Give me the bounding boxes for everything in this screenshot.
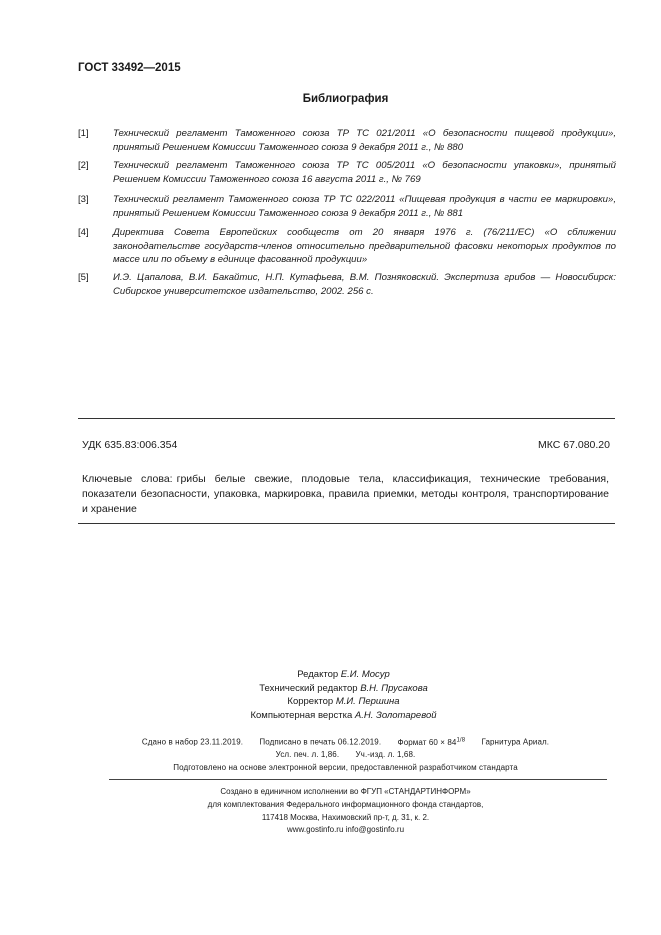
credit-line — [0, 668, 661, 682]
bibliography-item-text: И.Э. Цапалова, В.И. Бакайтис, Н.П. Кутафьева, В.М. Позняковский. Экспертиза грибов — Новосибирск: Сибирское университетское издательство, 2002. 256 с. — [113, 272, 616, 297]
divider-publication — [109, 779, 607, 780]
divider-bottom — [78, 523, 615, 524]
bibliography-item — [78, 127, 616, 154]
credit-role: Компьютерная верстка — [250, 709, 353, 721]
mks-code: МКС 67.080.20 — [538, 439, 610, 451]
bibliography-item-text: Технический регламент Таможенного союза ТР ТС 022/2011 «Пищевая продукция в части ее маркировки», принятый Решением Комиссии Таможенного союза 9 декабря 2011 г., № 881 — [113, 194, 616, 219]
bibliography-item — [78, 193, 616, 220]
website-link[interactable]: www.gostinfo.ru — [286, 825, 344, 835]
bibliography-title: Библиография — [302, 93, 389, 105]
bibliography-item — [78, 159, 616, 186]
creator-line: для комплектования Федерального информационного фонда стандартов, — [207, 799, 484, 809]
submitted-date: Сдано в набор 23.11.2019. — [141, 737, 244, 747]
bibliography-item-number: [3] — [78, 194, 89, 205]
credit-name: М.И. Першина — [335, 696, 400, 708]
typeface: Гарнитура Ариал. — [481, 737, 550, 747]
publication-line — [0, 749, 661, 762]
creator-line: Создано в единичном исполнении во ФГУП «СТАНДАРТИНФОРМ» — [220, 787, 471, 796]
prepared-note: Подготовлено на основе электронной версии, предоставленной разработчиком стандарта — [173, 763, 518, 773]
email-link[interactable]: info@gostinfo.ru — [345, 825, 405, 835]
credit-line — [0, 695, 661, 709]
udk-code: УДК 635.83:006.354 — [82, 439, 178, 451]
bibliography-item-text: Директива Совета Европейских сообществ от 20 января 1976 г. (76/211/ЕС) «О сближении законодательстве государств-членов относительно предварительной фасовки некоторых продуктов по массе или по объему в единице фасованной продукции» — [113, 227, 616, 266]
keywords-label: Ключевые слова: — [82, 473, 173, 485]
divider-top — [78, 418, 615, 419]
creator-address: 117418 Москва, Нахимовский пр-т, д. 31, к. 2. — [261, 812, 430, 822]
creator-info — [0, 786, 661, 837]
bibliography-item-number: [4] — [78, 227, 89, 238]
bibliography-item — [78, 271, 616, 298]
publish-sheets: Уч.-изд. л. 1,68. — [355, 750, 416, 760]
bibliography-item-number: [1] — [78, 128, 89, 139]
credit-line — [0, 709, 661, 723]
bibliography-item-text: Технический регламент Таможенного союза ТР ТС 021/2011 «О безопасности пищевой продукции», принятый Решением Комиссии Таможенного союза 9 декабря 2011 г., № 880 — [113, 128, 616, 153]
credit-name: А.Н. Золотаревой — [354, 709, 437, 721]
credit-line — [0, 682, 661, 696]
bibliography-item-text: Технический регламент Таможенного союза ТР ТС 005/2011 «О безопасности упаковки», принятый Решением Комиссии Таможенного союза 16 августа 2011 г., № 769 — [113, 160, 616, 185]
credit-name: Е.И. Мосур — [340, 669, 390, 680]
publication-line — [0, 734, 661, 749]
bibliography-item — [78, 226, 616, 267]
publication-info — [0, 734, 661, 775]
credit-role: Редактор — [297, 669, 339, 680]
keywords-text: грибы белые свежие, плодовые тела, классификация, технические требования, показатели безопасности, упаковка, маркировка, правила приемки, методы контроля, транспортирование и хранение — [82, 473, 609, 515]
creator-contacts — [0, 824, 661, 837]
format-fraction: 1/8 — [456, 737, 466, 743]
paper-format: Формат $60 \times 84^{1/8}$ — [397, 737, 466, 747]
credit-role: Корректор — [287, 696, 334, 708]
standard-code: ГОСТ 33492—2015 — [78, 62, 181, 74]
keywords-block — [82, 472, 609, 517]
credit-name: В.Н. Прусакова — [360, 682, 428, 694]
print-sheets: Усл. печ. л. 1,86. — [275, 750, 340, 760]
bibliography-item-number: [2] — [78, 160, 89, 171]
bibliography-item-number: [5] — [78, 272, 89, 283]
credits-block — [0, 668, 661, 722]
signed-date: Подписано в печать 06.12.2019. — [259, 737, 382, 747]
credit-role: Технический редактор — [259, 682, 358, 694]
